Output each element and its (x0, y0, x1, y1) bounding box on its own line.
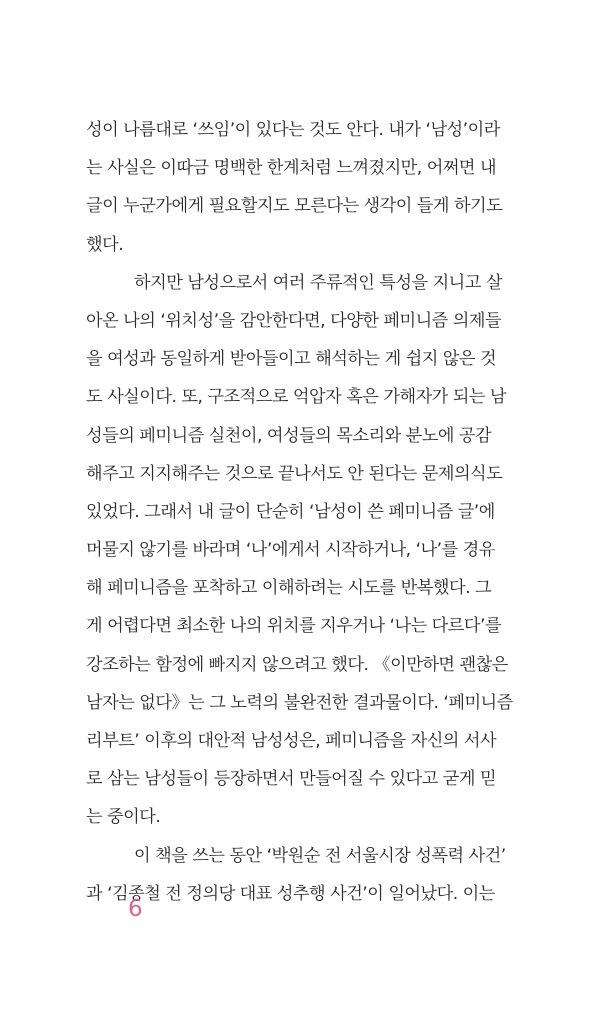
text-line: 과 ‘김종철 전 정의당 대표 성추행 사건’이 일어났다. 이는 (86, 883, 495, 904)
page-number: 6 (128, 896, 143, 922)
text-line: 있었다. 그래서 내 글이 단순히 ‘남성이 쓴 페미니즘 글’에 (86, 501, 495, 522)
text-line: 글이 누군가에게 필요할지도 모른다는 생각이 들게 하기도 (86, 196, 503, 217)
paragraph-start-line: 하지만 남성으로서 여러 주류적인 특성을 지니고 살 (134, 272, 502, 293)
text-line: 성이 나름대로 ‘쓰임’이 있다는 것도 안다. 내가 ‘남성’이라 (86, 120, 500, 140)
paragraph-start-line: 이 책을 쓰는 동안 ‘박원순 전 서울시장 성폭력 사건’ (134, 845, 506, 866)
text-line: 강조하는 함정에 빠지지 않으려고 했다. 《이만하면 괜찮은 (86, 654, 508, 675)
text-line: 했다. (86, 234, 124, 255)
text-line: 을 여성과 동일하게 받아들이고 해석하는 게 쉽지 않은 것 (86, 349, 497, 370)
text-line: 해 페미니즘을 포착하고 이해하려는 시도를 반복했다. 그 (86, 578, 492, 599)
text-line: 로 삼는 남성들이 등장하면서 만들어질 수 있다고 굳게 믿 (86, 769, 497, 790)
text-line: 는 사실은 이따금 명백한 한계처럼 느껴졌지만, 어쩌면 내 (86, 158, 497, 179)
text-line: 머물지 않기를 바라며 ‘나’에게서 시작하거나, ‘나’를 경유 (86, 540, 495, 561)
body-text (86, 111, 516, 913)
text-line: 성들의 페미니즘 실천이, 여성들의 목소리와 분노에 공감 (86, 425, 492, 446)
text-line: 해주고 지지해주는 것으로 끝나서도 안 된다는 문제의식도 (86, 463, 503, 484)
text-line: 리부트’ 이후의 대안적 남성성은, 페미니즘을 자신의 서사 (86, 731, 497, 751)
text-line: 남자는 없다》는 그 노력의 불완전한 결과물이다. ‘페미니즘 (86, 692, 513, 713)
text-line: 도 사실이다. 또, 구조적으로 억압자 혹은 가해자가 되는 남 (86, 387, 507, 408)
text-line: 아온 나의 ‘위치성’을 감안한다면, 다양한 페미니즘 의제들 (86, 310, 502, 331)
text-line: 는 중이다. (86, 807, 161, 828)
text-line: 게 어렵다면 최소한 나의 위치를 지우거나 ‘나는 다르다’를 (86, 616, 502, 637)
